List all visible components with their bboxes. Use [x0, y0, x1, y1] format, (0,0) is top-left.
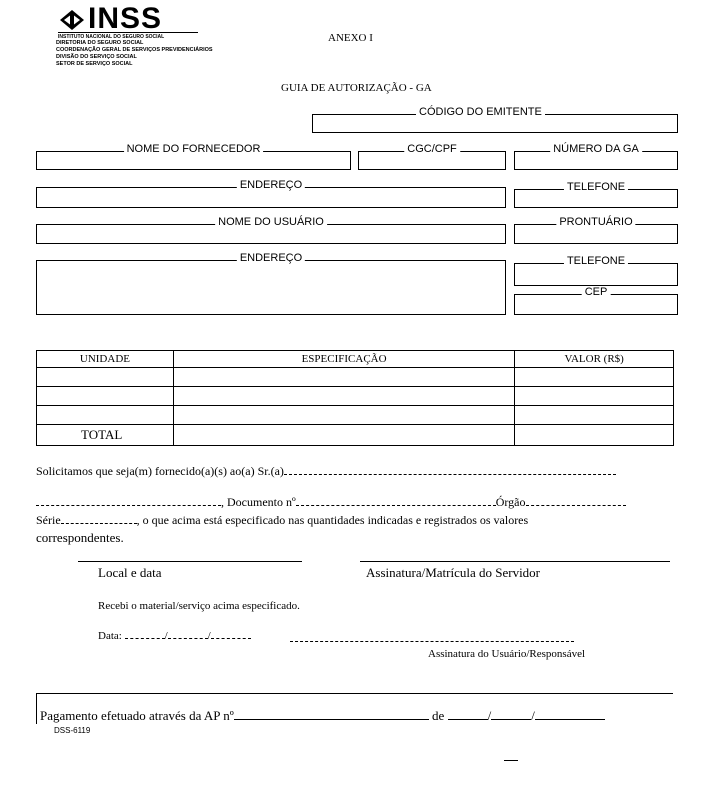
table-cell[interactable]: [173, 425, 514, 446]
total-value-cell[interactable]: [515, 425, 674, 446]
prontuario-field[interactable]: [514, 216, 678, 244]
documento-blank[interactable]: [296, 505, 496, 506]
table-cell[interactable]: [37, 368, 174, 387]
documento-line: [36, 495, 626, 510]
nome-fornecedor-label: NOME DO FORNECEDOR: [124, 143, 264, 155]
column-header-especificacao: ESPECIFICAÇÃO: [173, 351, 514, 368]
endereco-usuario-label: ENDEREÇO: [237, 252, 305, 264]
serie-line: [36, 513, 528, 528]
table-cell[interactable]: [515, 406, 674, 425]
cep-field[interactable]: [514, 286, 678, 315]
recebi-text: Recebi o material/serviço acima especificado.: [98, 600, 300, 612]
assinatura-servidor-label: Assinatura/Matrícula do Servidor: [366, 565, 541, 580]
de-text: de: [432, 708, 445, 723]
data-year-blank[interactable]: [211, 638, 251, 639]
annex-label: ANEXO I: [328, 32, 373, 44]
serie-blank[interactable]: [61, 523, 137, 524]
pagamento-line: [40, 708, 605, 724]
table-row: [37, 387, 674, 406]
page-title: GUIA DE AUTORIZAÇÃO - GA: [281, 82, 432, 94]
orgao-blank[interactable]: [526, 505, 626, 506]
data-line: [98, 630, 251, 642]
table-cell[interactable]: [173, 406, 514, 425]
date-separator: /: [531, 708, 535, 723]
logo-text: INSS: [88, 2, 163, 35]
table-total-row: [37, 425, 674, 446]
data-separator: /: [207, 630, 211, 642]
column-header-unidade: UNIDADE: [37, 351, 174, 368]
nome-fornecedor-field[interactable]: [36, 143, 351, 170]
solicitamos-text: Solicitamos que seja(m) fornecido(a)(s) ao(a) Sr.(a): [36, 464, 284, 478]
pag-day-blank[interactable]: [448, 719, 488, 720]
telefone-fornecedor-field[interactable]: [514, 181, 678, 208]
local-data-label: Local e data: [98, 565, 162, 580]
items-table: [36, 350, 674, 446]
pagamento-text: Pagamento efetuado através da AP nº: [40, 708, 234, 723]
prontuario-label: PRONTUÁRIO: [556, 216, 635, 228]
endereco-usuario-field[interactable]: [36, 252, 506, 315]
nome-usuario-field[interactable]: [36, 216, 506, 244]
telefone-usuario-label: TELEFONE: [564, 255, 628, 267]
date-separator: /: [487, 708, 492, 723]
total-label: TOTAL: [37, 425, 174, 446]
table-cell[interactable]: [515, 368, 674, 387]
table-row: [37, 406, 674, 425]
telefone-usuario-field[interactable]: [514, 255, 678, 286]
documento-text: , Documento nº: [221, 495, 296, 509]
form-code: DSS-6119: [54, 726, 91, 735]
codigo-emitente-label: CÓDIGO DO EMITENTE: [416, 106, 545, 118]
orgao-text: Órgão: [495, 495, 526, 509]
column-header-valor: VALOR (R$): [515, 351, 674, 368]
assinatura-usuario-label: Assinatura do Usuário/Responsável: [428, 648, 586, 660]
table-header-row: [37, 351, 674, 368]
bottom-mark: [504, 760, 518, 761]
org-line: DIRETORIA DO SEGURO SOCIAL: [56, 40, 144, 46]
pag-year-blank[interactable]: [535, 719, 605, 720]
logo-subtitle: INSTITUTO NACIONAL DO SEGURO SOCIAL: [58, 32, 198, 41]
nome-usuario-label: NOME DO USUÁRIO: [215, 216, 327, 228]
org-line: SETOR DE SERVIÇO SOCIAL: [56, 61, 133, 67]
table-cell[interactable]: [515, 387, 674, 406]
beneficiario-blank[interactable]: [284, 474, 616, 475]
codigo-emitente-field[interactable]: [312, 106, 678, 133]
numero-ga-field[interactable]: [514, 143, 678, 170]
quantidades-text: , o que acima está especificado nas quantidades indicadas e registrados os valores: [136, 513, 529, 527]
numero-ga-label: NÚMERO DA GA: [550, 143, 642, 155]
local-data-line[interactable]: [78, 561, 302, 562]
data-separator: /: [164, 630, 168, 642]
cgc-cpf-field[interactable]: [358, 143, 506, 170]
correspondentes-text: correspondentes.: [36, 530, 124, 545]
data-month-blank[interactable]: [168, 638, 208, 639]
assinatura-servidor-line[interactable]: [360, 561, 670, 562]
endereco-fornecedor-field[interactable]: [36, 179, 506, 208]
table-cell[interactable]: [37, 406, 174, 425]
table-cell[interactable]: [173, 368, 514, 387]
solicitamos-line: [36, 464, 616, 479]
data-day-blank[interactable]: [125, 638, 165, 639]
pag-month-blank[interactable]: [491, 719, 531, 720]
beneficiario-blank-cont[interactable]: [36, 505, 221, 506]
org-line: DIVISÃO DO SERVIÇO SOCIAL: [56, 54, 137, 60]
data-label: Data:: [98, 630, 122, 642]
table-cell[interactable]: [37, 387, 174, 406]
org-line: COORDENAÇÃO GERAL DE SERVIÇOS PREVIDENCIÁRIOS: [56, 47, 213, 53]
ap-number-blank[interactable]: [234, 719, 429, 720]
assinatura-usuario-line[interactable]: [290, 641, 574, 642]
org-lines: [56, 40, 213, 68]
cep-label: CEP: [582, 286, 611, 298]
cgc-cpf-label: CGC/CPF: [404, 143, 460, 155]
endereco-fornecedor-label: ENDEREÇO: [237, 179, 305, 191]
serie-text: Série: [36, 513, 61, 527]
telefone-fornecedor-label: TELEFONE: [564, 181, 628, 193]
inss-emblem-icon: [58, 8, 86, 32]
table-cell[interactable]: [173, 387, 514, 406]
table-row: [37, 368, 674, 387]
